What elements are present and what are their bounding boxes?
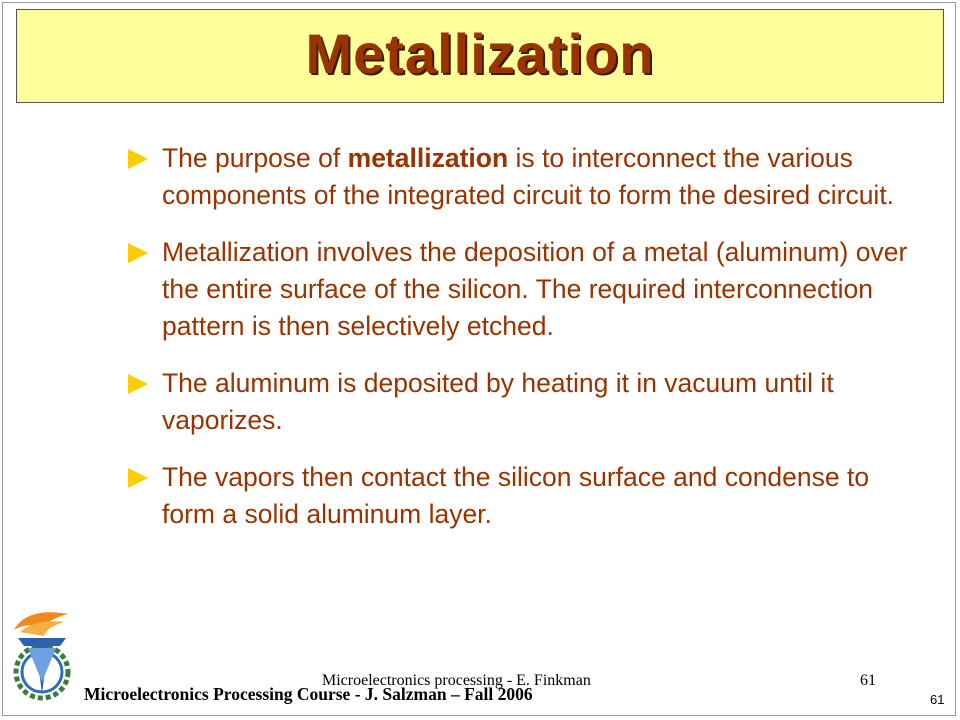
corner-page-number: 61 xyxy=(930,692,945,707)
bullet-item xyxy=(128,365,908,439)
bullet-text-start: The purpose of xyxy=(162,143,348,173)
bullet-text-bold: metallization xyxy=(347,143,509,173)
bullet-text: Metallization involves the deposition of a metal (aluminum) over the entire surface of the silicon. The required interconnection pattern is then selectively etched. xyxy=(162,237,908,341)
bullet-item xyxy=(128,140,908,214)
triangle-bullet-icon xyxy=(128,243,148,263)
bullet-list xyxy=(128,140,908,553)
bullet-item xyxy=(128,234,908,345)
footer-page-number: 61 xyxy=(860,672,876,689)
triangle-bullet-icon xyxy=(128,374,148,394)
slide-title: Metallization xyxy=(305,21,655,85)
technion-logo-icon xyxy=(6,608,76,708)
bullet-text-end: is to interconnect the various components of the integrated circuit to form the desired circuit. xyxy=(162,143,895,210)
triangle-bullet-icon xyxy=(128,468,148,488)
bullet-text: The aluminum is deposited by heating it in vacuum until it vaporizes. xyxy=(162,368,834,435)
triangle-bullet-icon xyxy=(128,149,148,169)
bullet-text: The vapors then contact the silicon surface and condense to form a solid aluminum layer. xyxy=(162,462,870,529)
title-box xyxy=(16,9,944,103)
footer-author: Microelectronics processing - E. Finkman xyxy=(322,672,591,689)
bullet-item xyxy=(128,459,908,533)
footer-course: Microelectronics Processing Course - J. Salzman – Fall 2006 xyxy=(84,684,533,704)
